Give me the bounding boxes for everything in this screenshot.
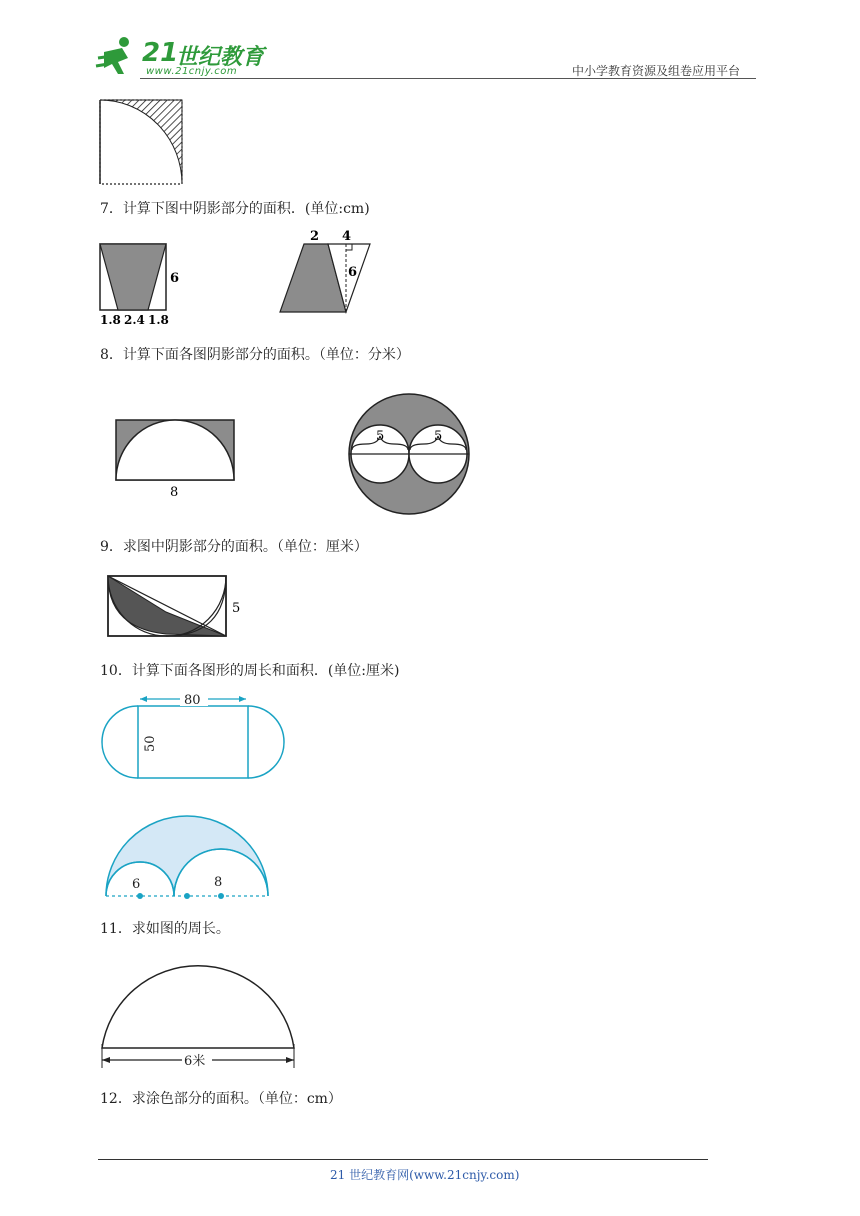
label-q7-bottom-right: 1.8 (148, 313, 169, 327)
label-q7-height: 6 (348, 265, 358, 280)
figure-q8-semicircle-rectangle (112, 416, 240, 500)
figure-q7-parallelogram (276, 226, 386, 318)
question-11: 11．求如图的周长。 (100, 921, 230, 937)
label-q8-left-diameter: 5 (376, 429, 385, 444)
label-q10-width: 50 (143, 735, 158, 752)
label-q8-width: 8 (170, 485, 179, 500)
label-q7-bottom-mid: 2.4 (124, 313, 145, 327)
label-q7-side: 6 (170, 271, 180, 286)
figure-q10-stadium (100, 690, 290, 786)
logo-text: 世纪教育 (176, 45, 265, 70)
question-7: 7．计算下图中阴影部分的面积．(单位:cm) (100, 201, 370, 217)
label-q10-length: 80 (184, 693, 201, 708)
label-q7-top-right: 4 (342, 229, 352, 244)
label-q7-top-left: 2 (310, 229, 320, 244)
platform-title: 中小学教育资源及组卷应用平台 (572, 64, 741, 78)
runner-logo-icon (94, 36, 140, 76)
figure-q7-trapezoid-rectangle (96, 238, 196, 330)
question-10: 10．计算下面各图形的周长和面积．(单位:厘米) (100, 663, 400, 679)
figure-q9-rectangle (104, 572, 246, 642)
label-q10-large: 8 (214, 875, 223, 890)
question-8: 8．计算下面各图阴影部分的面积。（单位：分米） (100, 347, 410, 363)
header (0, 0, 860, 80)
logo-number: 21 (142, 38, 179, 68)
figure-q10-arcs (100, 810, 276, 906)
header-divider (140, 78, 756, 79)
figure-q11-semicircle (96, 948, 302, 1070)
label-q9-height: 5 (232, 601, 241, 616)
label-q11-diameter: 6米 (184, 1054, 206, 1069)
footer-divider (98, 1159, 708, 1160)
figure-q8-circles (344, 392, 474, 516)
label-q8-right-diameter: 5 (434, 429, 443, 444)
question-12: 12．求涂色部分的面积。（单位：cm） (100, 1091, 342, 1107)
label-q7-bottom-left: 1.8 (100, 313, 121, 327)
label-q10-small: 6 (132, 877, 141, 892)
footer-text: 21 世纪教育网(www.21cnjy.com) (330, 1168, 520, 1182)
question-9: 9．求图中阴影部分的面积。（单位：厘米） (100, 539, 368, 555)
logo-url: www.21cnjy.com (146, 66, 238, 77)
figure-quarter-circle (98, 98, 186, 188)
